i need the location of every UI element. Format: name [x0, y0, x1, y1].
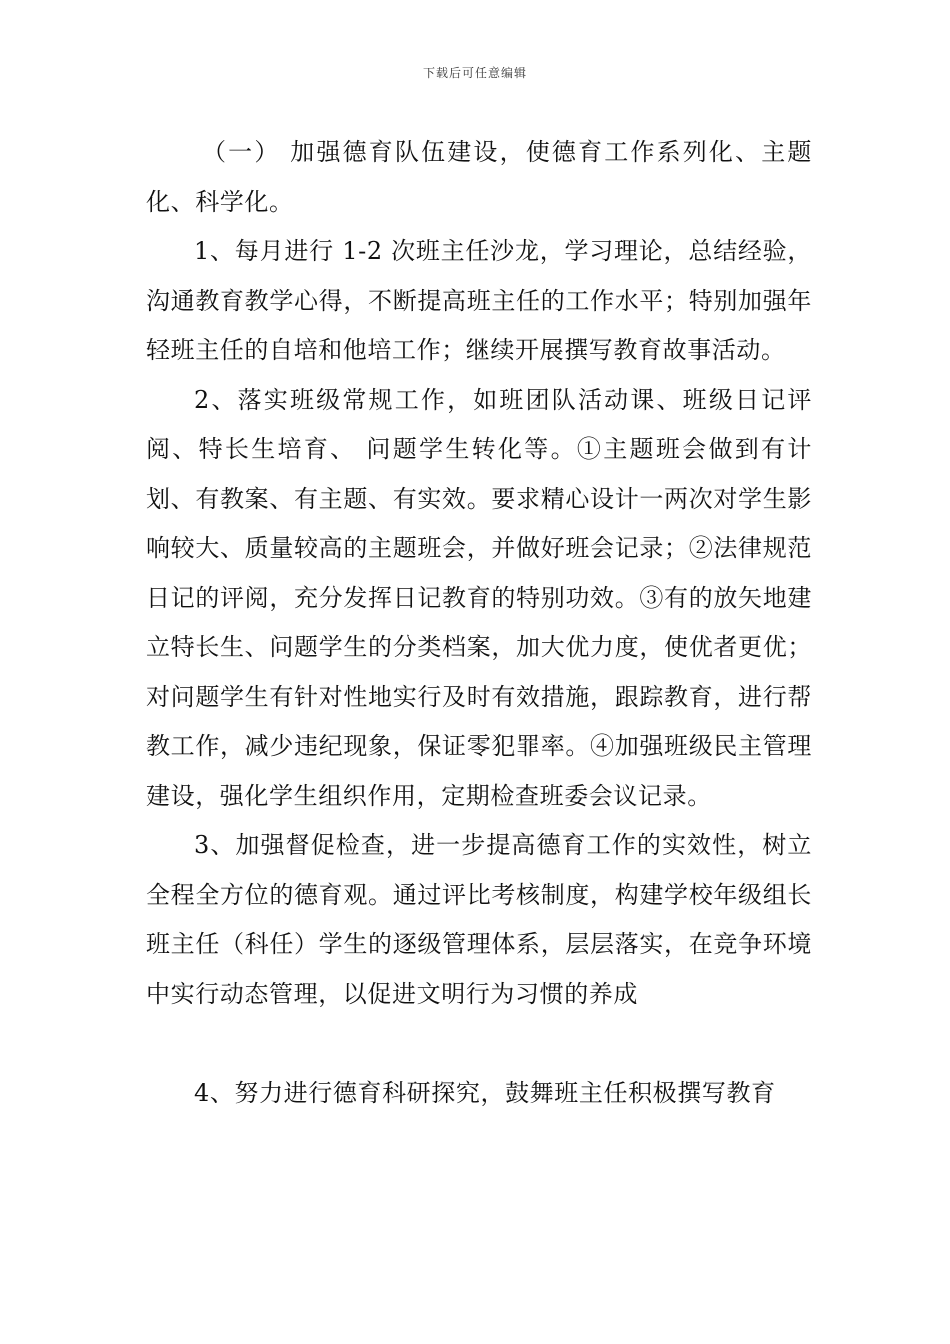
header-note: 下载后可任意编辑 — [422, 66, 527, 80]
paragraph-item-4: 4、努力进行德育科研探究，鼓舞班主任积极撰写教育 — [194, 1078, 776, 1107]
document-body — [146, 128, 812, 1118]
paragraph-item-1: 1、每月进行 1-2 次班主任沙龙，学习理论，总结经验，沟通教育教学心得，不断提高班主任的工作水平；特别加强年轻班主任的自培和他培工作；继续开展撰写教育故事活动。 — [146, 237, 812, 364]
section-heading: （一） 加强德育队伍建设，使德育工作系列化、主题化、科学化。 — [146, 138, 812, 216]
paragraph-item-2: 2、落实班级常规工作，如班团队活动课、班级日记评阅、特长生培育、 问题学生转化等。①主题班会做到有计划、有教案、有主题、有实效。要求精心设计一两次对学生影响较大、质量较高的主题班会，并做好班会记录；②法律规范日记的评阅，充分发挥日记教育的特别功效。③有的放矢地建立特长生、问题学生的分类档案，加大优力度，使优者更优；对问题学生有针对性地实行及时有效措施，跟踪教育，进行帮教工作，减少违纪现象，保证零犯罪率。④加强班级民主管理建设，强化学生组织作用，定期检查班委会议记录。 — [146, 385, 812, 810]
paragraph-item-3: 3、加强督促检查，进一步提高德育工作的实效性，树立全程全方位的德育观。通过评比考核制度，构建学校年级组长班主任（科任）学生的逐级管理体系，层层落实，在竞争环境中实行动态管理，以促进文明行为习惯的养成 — [146, 831, 812, 1008]
